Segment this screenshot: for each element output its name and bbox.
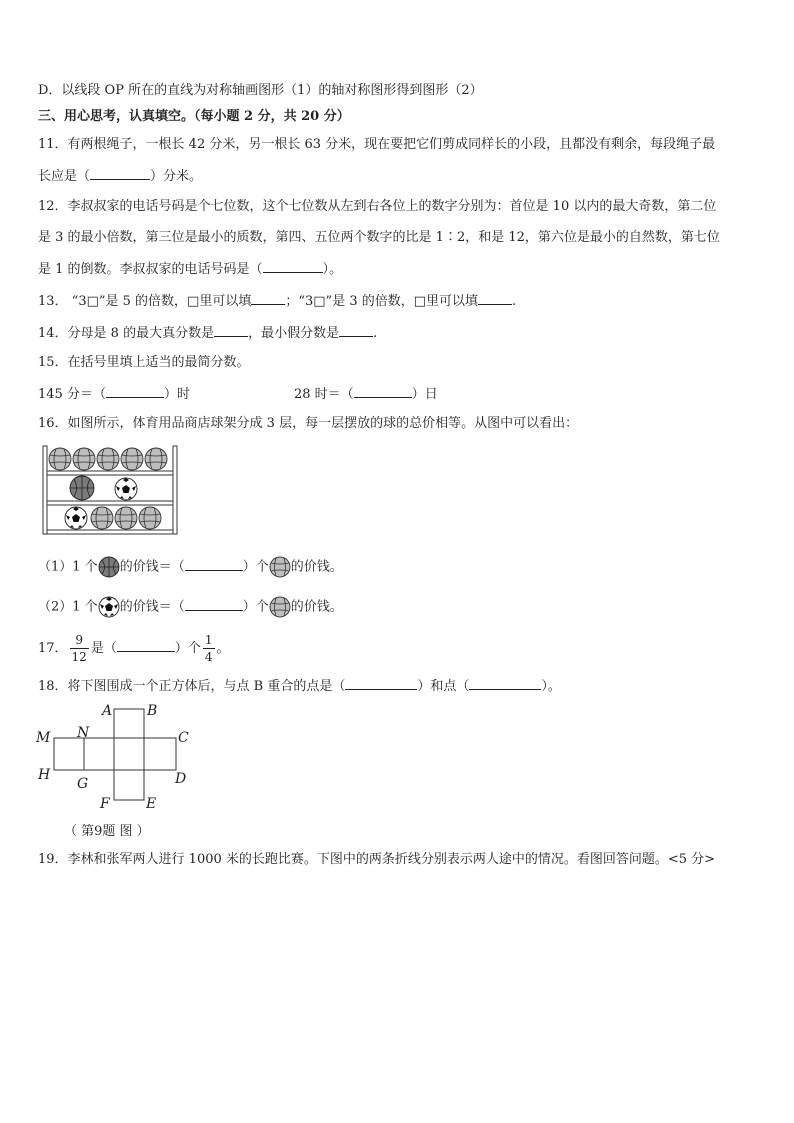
q15-right-pre: 28 时＝（ xyxy=(294,387,354,402)
q16-1-text-c: ）个 xyxy=(242,559,269,575)
q14-blank-1[interactable] xyxy=(214,323,248,337)
q15-blank-1[interactable] xyxy=(106,384,164,398)
net-label-n: N xyxy=(77,725,90,741)
q14-text-c: . xyxy=(373,326,378,341)
q16-1-blank[interactable] xyxy=(185,557,243,571)
q19-line: 19．李林和张军两人进行 1000 米的长跑比赛。下图中的两条折线分别表示两人途中的情况。看图回答问题。<5 分> xyxy=(38,852,716,867)
q16-part1 xyxy=(38,556,343,578)
q17-blank[interactable] xyxy=(117,638,175,652)
q11-line2 xyxy=(38,166,202,186)
q17-number: 17． xyxy=(38,641,68,656)
q12-text-post: ）。 xyxy=(322,262,343,277)
option-d-text: D．以线段 OP 所在的直线为对称轴画图形（1）的轴对称图形得到图形（2） xyxy=(38,83,483,98)
q14-blank-2[interactable] xyxy=(339,323,373,337)
volleyball-icon xyxy=(269,596,291,618)
q13-text-b: ；“3□”是 3 的倍数，□里可以填 xyxy=(285,294,479,309)
q13-blank-2[interactable] xyxy=(478,291,512,305)
volleyball-icon xyxy=(121,448,143,470)
net-label-h: H xyxy=(38,767,51,783)
q12-line3 xyxy=(38,259,342,279)
q18-text-c: ）。 xyxy=(541,679,561,694)
q13-text-a: 13． “3□”是 5 的倍数，□里可以填 xyxy=(38,294,252,309)
cube-net-figure xyxy=(30,700,200,818)
basketball-icon xyxy=(98,556,120,578)
fraction-9-12 xyxy=(70,632,89,665)
q11-text-pre: 长应是（ xyxy=(38,169,91,184)
q16-2-text-b: 的价钱＝（ xyxy=(119,599,185,615)
q13-line xyxy=(38,291,516,311)
q16-2-blank[interactable] xyxy=(185,597,243,611)
q11-answer-blank[interactable] xyxy=(90,166,150,180)
net-label-b: B xyxy=(147,703,158,719)
fraction-numerator: 9 xyxy=(70,632,89,649)
net-label-c: C xyxy=(178,730,189,746)
fraction-numerator: 1 xyxy=(204,633,213,647)
volleyball-icon xyxy=(73,448,95,470)
net-label-d: D xyxy=(175,771,187,787)
fraction-denominator: 4 xyxy=(204,650,213,664)
q17-line xyxy=(38,632,230,666)
volleyball-icon xyxy=(115,507,137,529)
q18-blank-2[interactable] xyxy=(469,676,541,690)
q14-line xyxy=(38,323,377,343)
volleyball-icon xyxy=(49,448,71,470)
net-label-e: E xyxy=(146,796,157,812)
q12-text-pre: 是 1 的倒数。李叔叔家的电话号码是（ xyxy=(38,262,263,277)
net-label-a: A xyxy=(102,703,113,719)
q14-text-b: ，最小假分数是 xyxy=(248,326,340,341)
q18-text-b: ）和点（ xyxy=(417,679,470,694)
volleyball-icon xyxy=(139,507,161,529)
volleyball-icon xyxy=(145,448,167,470)
net-label-g: G xyxy=(77,776,89,792)
q15-right-post: ）日 xyxy=(411,387,438,402)
volleyball-icon xyxy=(269,556,291,578)
q12-line1: 12．李叔叔家的电话号码是个七位数，这个七位数从左到右各位上的数字分别为：首位是 10 以内的最大奇数，第二位 xyxy=(38,199,717,214)
q15-left-pre: 145 分＝（ xyxy=(38,387,106,402)
soccer-ball-icon xyxy=(115,478,137,500)
q16-2-text-a: （2）1 个 xyxy=(38,599,98,615)
volleyball-icon xyxy=(91,507,113,529)
q18-line xyxy=(38,676,561,696)
q15-right xyxy=(294,384,438,404)
soccer-ball-icon xyxy=(98,596,120,618)
fraction-1-4 xyxy=(203,632,215,665)
volleyball-icon xyxy=(97,448,119,470)
q17-text-c: ）个 xyxy=(174,641,201,656)
figure-caption: （ 第9题 图 ） xyxy=(64,824,150,839)
net-label-m: M xyxy=(36,730,51,746)
q13-text-c: . xyxy=(512,294,517,309)
q16-line: 16．如图所示，体育用品商店球架分成 3 层，每一层摆放的球的总价相等。从图中可以看出： xyxy=(38,416,579,431)
fraction-denominator: 12 xyxy=(71,650,87,664)
q17-text-d: 。 xyxy=(216,641,230,656)
q15-line: 15．在括号里填上适当的最简分数。 xyxy=(38,355,250,370)
q17-text-b: 是（ xyxy=(90,641,117,656)
q15-left-post: ）时 xyxy=(163,387,190,402)
q16-1-text-a: （1）1 个 xyxy=(38,559,98,575)
q14-text-a: 14．分母是 8 的最大真分数是 xyxy=(38,326,215,341)
q16-1-text-b: 的价钱＝（ xyxy=(119,559,185,575)
q11-line1: 11．有两根绳子，一根长 42 分米，另一根长 63 分米，现在要把它们剪成同样长的小段，且都没有剩余，每段绳子最 xyxy=(38,137,716,152)
q13-blank-1[interactable] xyxy=(251,291,285,305)
section-heading: 三、用心思考，认真填空。（每小题 2 分，共 20 分） xyxy=(38,109,350,124)
q16-2-text-d: 的价钱。 xyxy=(290,599,343,615)
q15-blank-2[interactable] xyxy=(354,384,412,398)
q12-line2: 是 3 的最小倍数，第三位是最小的质数，第四、五位两个数字的比是 1∶2，和是 12，第六位是最小的自然数，第七位 xyxy=(38,230,720,245)
q18-blank-1[interactable] xyxy=(345,676,417,690)
ball-rack-figure xyxy=(40,444,180,536)
net-label-f: F xyxy=(100,796,110,812)
basketball-icon xyxy=(70,476,94,500)
q16-part2 xyxy=(38,596,343,618)
q12-answer-blank[interactable] xyxy=(263,259,323,273)
q16-2-text-c: ）个 xyxy=(242,599,269,615)
q18-text-a: 18．将下图围成一个正方体后，与点 B 重合的点是（ xyxy=(38,679,346,694)
q15-left xyxy=(38,384,190,404)
q11-text-post: ）分米。 xyxy=(150,169,203,184)
q16-1-text-d: 的价钱。 xyxy=(290,559,343,575)
soccer-ball-icon xyxy=(65,507,87,529)
